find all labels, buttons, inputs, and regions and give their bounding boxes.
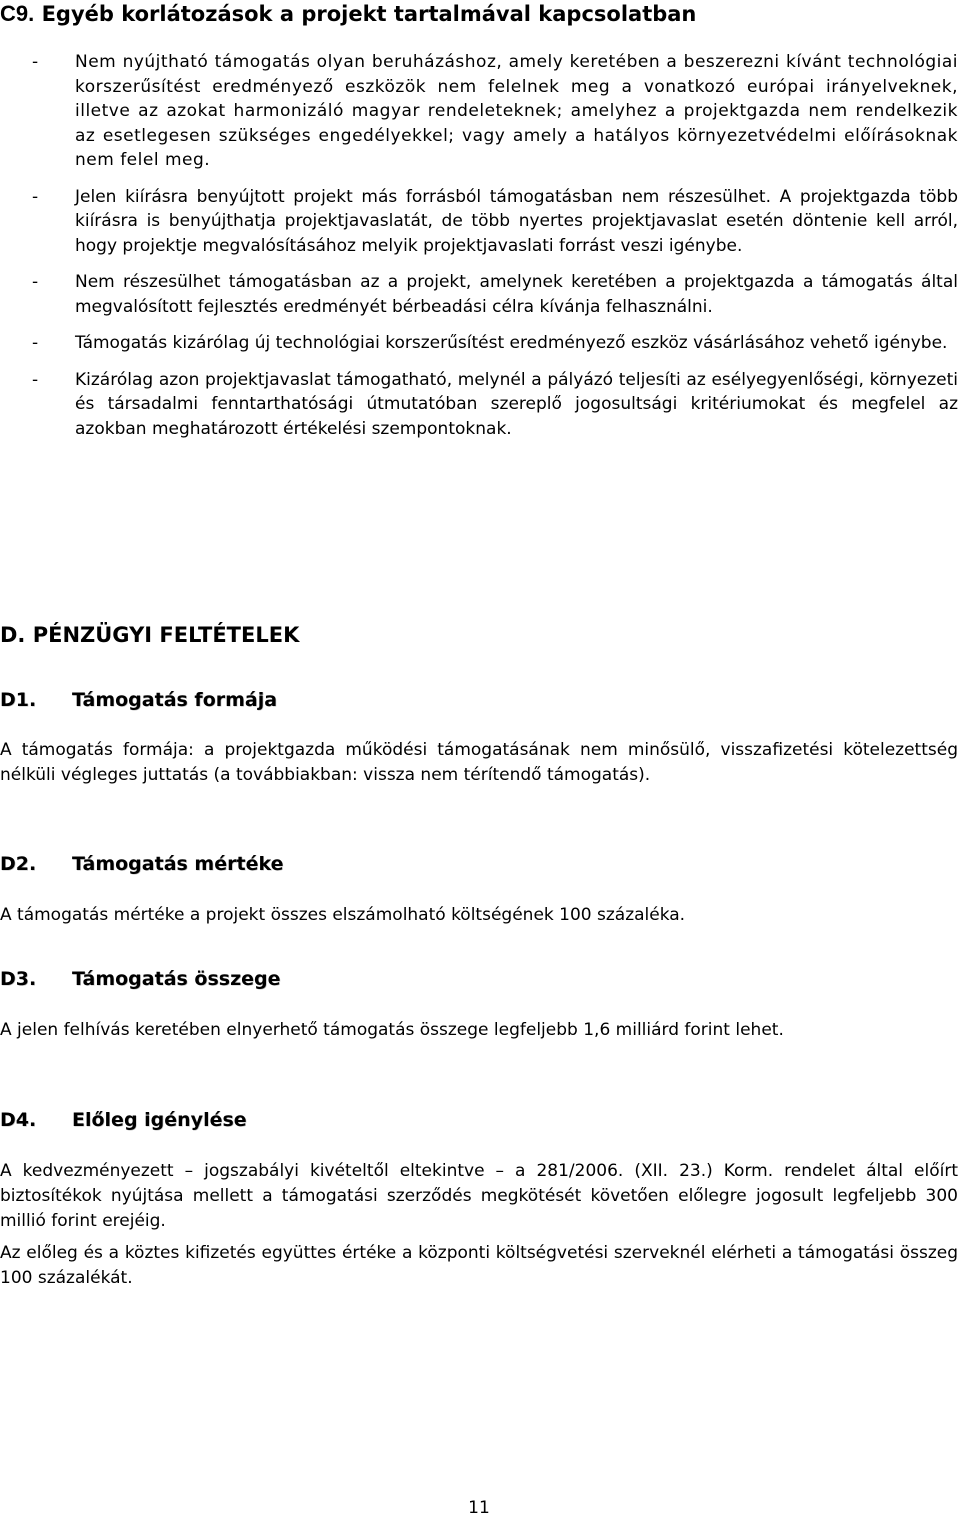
- section-number: C9.: [0, 1, 35, 26]
- section-title: Egyéb korlátozások a projekt tartalmával kapcsolatban: [41, 2, 697, 26]
- subsection-heading-d2: [0, 851, 283, 877]
- page-number: 11: [468, 1498, 490, 1518]
- subsection-number: D4.: [0, 1109, 37, 1131]
- list-item: [0, 185, 958, 259]
- subsection-title: Támogatás összege: [72, 968, 281, 990]
- bullet-dash: -: [32, 186, 39, 207]
- subsection-title: Támogatás mértéke: [72, 853, 284, 875]
- bullet-dash: -: [32, 369, 39, 390]
- list-item-text: Kizárólag azon projektjavaslat támogatható, melynél a pályázó teljesíti az esélyegyenlőségi, környezeti és társadalmi fenntarthatósági útmutatóban szereplő jogosultsági kritériumokat és megfelel az azokban meghatározott értékelési szempontoknak.: [75, 369, 958, 439]
- section-heading-d: D. PÉNZÜGYI FELTÉTELEK: [0, 623, 300, 647]
- list-item: [0, 50, 958, 173]
- paragraph-d4-2: Az előleg és a köztes kifizetés együttes értéke a központi költségvetési szerveknél elérheti a támogatási összeg 100 százalékát.: [0, 1243, 958, 1288]
- list-item-text: Nem nyújtható támogatás olyan beruházáshoz, amely keretében a beszerezni kívánt technológiai korszerűsítést eredményező eszközök nem felelnek meg a vonatkozó európai irányelveknek, illetve az azokat harmonizáló magyar rendeleteknek; amelyhez a projektgazda nem rendelkezik az esetlegesen szükséges engedélyekkel; vagy amely a hatályos környezetvédelmi előírásoknak nem felel meg.: [75, 52, 958, 170]
- paragraph-d1: A támogatás formája: a projektgazda működési támogatásának nem minősülő, visszafizetési kötelezettség nélküli végleges juttatás (a továbbiakban: vissza nem térítendő támogatás).: [0, 740, 958, 785]
- list-item-text: Nem részesülhet támogatásban az a projekt, amelynek keretében a projektgazda a támogatás által megvalósított fejlesztés eredményét bérbeadási célra kívánja felhasználni.: [75, 272, 958, 317]
- subsection-heading-d3: [0, 966, 281, 992]
- subsection-number: D3.: [0, 968, 37, 990]
- paragraph-d3: A jelen felhívás keretében elnyerhető támogatás összege legfeljebb 1,6 milliárd forint lehet.: [0, 1020, 784, 1040]
- subsection-heading-d4: [0, 1107, 247, 1133]
- list-item-text: Jelen kiírásra benyújtott projekt más forrásból támogatásban nem részesülhet. A projektgazda több kiírásra is benyújthatja projektjavaslatát, de több nyertes projektjavaslat esetén döntenie kell arról, hogy projektje megvalósításához melyik projektjavaslati forrást veszi igénybe.: [75, 186, 958, 256]
- list-item: [0, 270, 958, 319]
- paragraph-d4-1: A kedvezményezett – jogszabályi kivételtől eltekintve – a 281/2006. (XII. 23.) Korm. rendelet által előírt biztosítékok nyújtása mellett a támogatási szerződés megkötését követően előlegre jogosult legfeljebb 300 millió forint erejéig.: [0, 1161, 958, 1231]
- subsection-heading-d1: [0, 687, 277, 713]
- restriction-list: [0, 50, 958, 453]
- list-item: [0, 331, 958, 356]
- section-heading-c9: [0, 0, 958, 28]
- list-item: [0, 368, 958, 442]
- list-item-text: Támogatás kizárólag új technológiai korszerűsítést eredményező eszköz vásárlásához vehető igénybe.: [75, 333, 948, 353]
- subsection-number: D1.: [0, 689, 37, 711]
- subsection-title: Támogatás formája: [72, 689, 278, 711]
- bullet-dash: -: [32, 333, 39, 353]
- bullet-dash: -: [32, 272, 39, 292]
- bullet-dash: -: [32, 52, 39, 72]
- subsection-number: D2.: [0, 853, 37, 875]
- paragraph-d2: A támogatás mértéke a projekt összes elszámolható költségének 100 százaléka.: [0, 905, 686, 925]
- subsection-title: Előleg igénylése: [72, 1109, 247, 1131]
